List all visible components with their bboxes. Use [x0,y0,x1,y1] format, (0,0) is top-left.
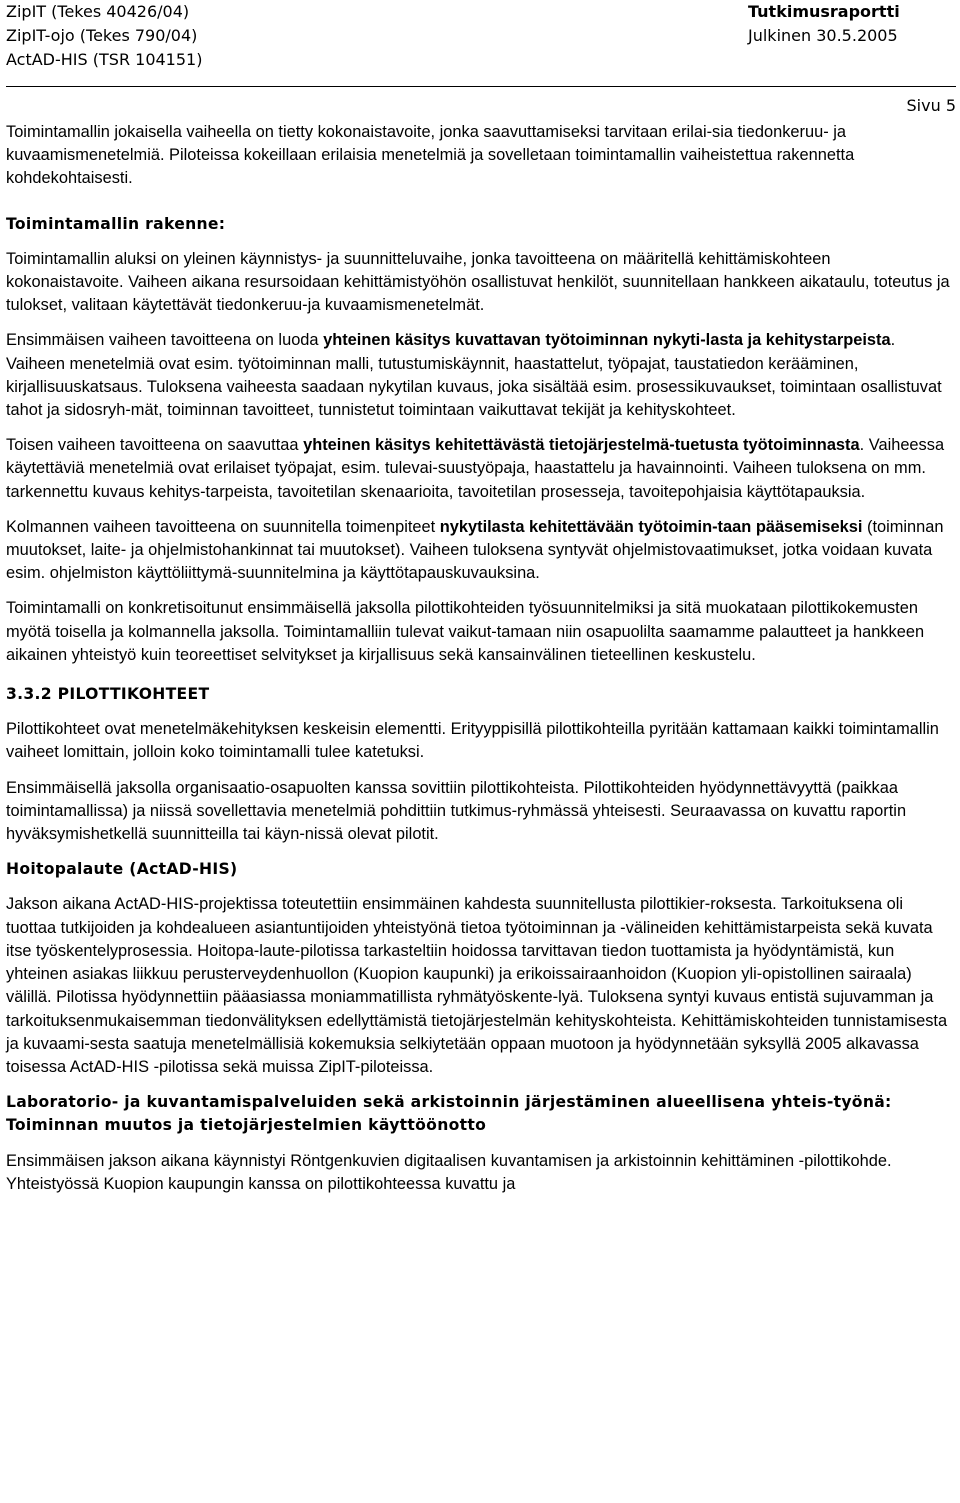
emphasis-third-phase: nykytilasta kehitettävään työtoimin-taan pääsemiseksi [439,517,863,536]
paragraph-startup-phase: Toimintamallin aluksi on yleinen käynnistys- ja suunnitteluvaihe, jonka tavoitteena on määritellä kehittämiskohteen kokonaistavoite. Vaiheen aikana resursoidaan kehittämistyöhön osallistuvat henkilöt, suunnitellaan hankkeen aikataulu, toteutus ja tulokset, valitaan käytettävät tiedonkeruu-ja kuvaamismenetelmät. [6,249,950,315]
project-zipit-ojo: ZipIT-ojo (Tekes 790/04) [6,26,198,45]
paragraph-intro: Toimintamallin jokaisella vaiheella on tietty kokonaistavoite, jonka saavuttamiseksi tarvitaan erilai-sia tiedonkeruu- ja kuvaamismenetelmiä. Piloteissa kokeillaan erilaisia menetelmiä ja sovelletaan toimintamallin vaiheistettua rakennetta kohdekohtaisesti. [6,123,855,188]
header-line-3 [6,50,956,72]
publication-date: Julkinen 30.5.2005 [748,26,898,45]
paragraph-rontgen: Ensimmäisen jakson aikana käynnistyi Röntgenkuvien digitaalisen kuvantamisen ja arkistoinnin kehittäminen -pilottikohde. Yhteistyössä Kuopion kaupungin kanssa on pilottikohteessa kuvattu ja [6,1151,892,1193]
emphasis-first-phase: yhteinen käsitys kuvattavan työtoiminnan nykyti-lasta ja kehitystarpeista [323,331,891,350]
heading-laboratorio: Laboratorio- ja kuvantamispalveluiden sekä arkistoinnin järjestäminen alueellisena yhteis-työnä: Toiminnan muutos ja tietojärjestelmien käyttöönotto [6,1093,892,1135]
page-number: Sivu 5 [906,96,956,115]
project-zipit: ZipIT (Tekes 40426/04) [6,2,190,21]
paragraph-second-phase: Toisen vaiheen tavoitteena on saavuttaa yhteinen käsitys kehitettävästä tietojärjestelmä-tuetusta työtoiminnasta. Vaiheessa käytettäviä menetelmiä ovat erilaiset työpajat, esim. tulevai-suustyöpaja, haastattelu ja havainnointi. Vaiheen tuloksena on mm. tarkennettu kuvaus kehitys-tarpeista, tavoitetilan skenaarioita, tavoitetilan prosesseja, tavoitepohjaisia käyttötapauksia. [6,436,945,501]
header-rule [6,86,956,87]
header-line-2 [6,26,956,48]
report-type: Tutkimusraportti [748,2,900,21]
heading-toimintamallin-rakenne: Toimintamallin rakenne: [6,214,226,233]
paragraph-hoitopalaute: Jakson aikana ActAD-HIS-projektissa toteutettiin ensimmäinen kahdesta suunnitellusta pilottikier-roksesta. Tarkoituksena oli tuottaa tutkijoiden ja kohdealueen asiantuntijoiden yhteistyönä tietoa työtoiminnan ja -välineiden kehittämistarpeista sekä kuvata itse työskentelyprosessia. Hoitopa-laute-pilotissa tarkasteltiin hoidossa tarvittavan tiedon tuottamista ja hyödyntämistä, kun yhteinen asiakas liikkuu perusterveydenhuollon (Kuopion kaupunki) ja erikoissairaanhoidon (Kuopion yli-opistollinen sairaala) välillä. Pilotissa hyödynnettiin pääasiassa moniammatillista ryhmätyöskente-lyä. Tuloksena syntyi kuvaus entistä sujuvamman ja tarkoituksenmukaisemman tiedonvälityksen edellyttämistä tietojärjestelmän kehityskohteista. Kehittämiskohteiden tunnistamisesta ja kuvaami-sesta saatuja menetelmällisiä kokemuksia selkiytetään oppaan muotoon ja hyödynnetään syksyllä 2005 alkavassa toisessa ActAD-HIS -pilotissa sekä muissa ZipIT-piloteissa. [6,895,948,1076]
section-heading-pilottikohteet: 3.3.2 PILOTTIKOHTEET [6,685,210,704]
header-line-1 [6,2,956,24]
paragraph-first-period: Ensimmäisellä jaksolla organisaatio-osapuolten kanssa sovittiin pilottikohteista. Pilottikohteiden hyödynnettävyyttä (paikkaa toimintamallissa) ja niissä sovellettavia menetelmiä pohdittiin tutkimus-ryhmässä yhteisesti. Seuraavassa on kuvattu raportin hyväksymishetkellä suunnitteilla tai käyn-nissä olevat pilotit. [6,778,907,844]
paragraph-first-phase: Ensimmäisen vaiheen tavoitteena on luoda yhteinen käsitys kuvattavan työtoiminnan nykyti-lasta ja kehitystarpeista. Vaiheen menetelmiä ovat esim. työtoiminnan malli, tutustumiskäynnit, haastattelut, työpajat, taustatiedon kerääminen, kirjallisuuskatsaus. Tuloksena vaiheesta saadaan nykytilan kuvaus, joka sisältää esim. prosessikuvaukset, toimintaan osallistuvat tahot ja sidosryh-mät, toiminnan tavoitteet, tunnistetut toimintaan vaikuttavat tekijät ja kehityskohteet. [6,331,942,420]
emphasis-second-phase: yhteinen käsitys kehitettävästä tietojärjestelmä-tuetusta työtoiminnasta [303,436,860,455]
paragraph-model-concretized: Toimintamalli on konkretisoitunut ensimmäisellä jaksolla pilottikohteiden työsuunnitelmiksi ja sitä muokataan pilottikokemusten myötä toisella ja kolmannella jaksolla. Toimintamalliin tulevat vaikut-tamaan niin osapuolilta saamamme palautteet ja hankkeen aikainen yhteistyö kuin teoreettiset selvitykset ja kirjallisuus sekä kansainvälinen tieteellinen keskustelu. [6,599,925,664]
heading-hoitopalaute: Hoitopalaute (ActAD-HIS) [6,860,238,879]
project-actad-his: ActAD-HIS (TSR 104151) [6,50,203,69]
document-body [6,121,952,1208]
paragraph-third-phase: Kolmannen vaiheen tavoitteena on suunnitella toimenpiteet nykytilasta kehitettävään työtoimin-taan pääsemiseksi (toiminnan muutokset, laite- ja ohjelmistohankinnat tai muutokset). Vaiheen tuloksena syntyvät ohjelmistovaatimukset, jotka voidaan kuvata esim. ohjelmiston käyttöliittymä-suunnitelmina ja käyttötapauskuvauksina. [6,517,944,583]
paragraph-pilot-sites: Pilottikohteet ovat menetelmäkehityksen keskeisin elementti. Erityyppisillä pilottikohteilla pyritään kattamaan kaikki toimintamallin vaiheet lomittain, jolloin koko toimintamalli tulee katetuksi. [6,720,939,762]
